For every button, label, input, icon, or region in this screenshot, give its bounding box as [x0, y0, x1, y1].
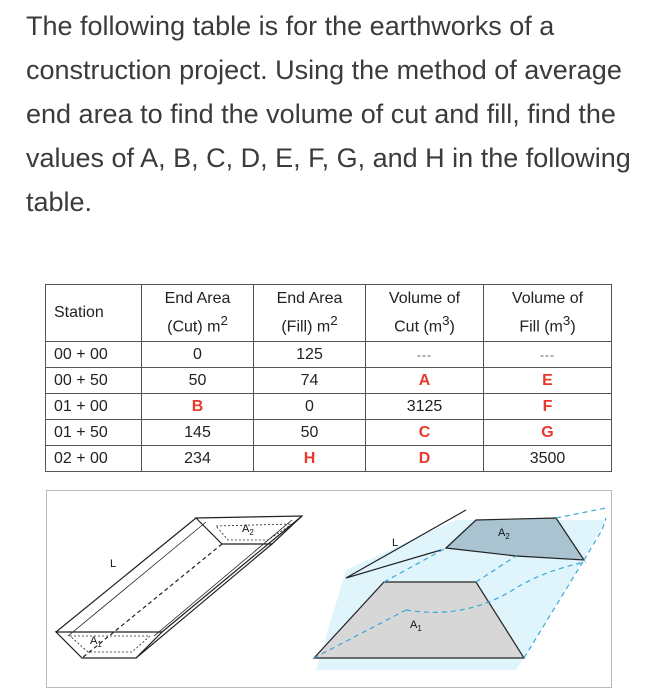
- header-volume-fill-sup: 3: [562, 312, 571, 328]
- header-cut-area: [142, 285, 254, 342]
- earthwork-figure: [46, 490, 612, 688]
- header-fill-area-line1: End Area: [276, 289, 343, 307]
- right-a2-letter: A: [498, 527, 506, 539]
- cell-volume-fill: E: [484, 368, 612, 394]
- cell-station: 02 + 00: [46, 446, 142, 472]
- cell-fill-area: 50: [254, 420, 366, 446]
- cell-volume-fill: ---: [484, 342, 612, 368]
- header-fill-area: [254, 285, 366, 342]
- cell-volume-fill: 3500: [484, 446, 612, 472]
- header-volume-fill: [484, 285, 612, 342]
- header-cut-area-line2: (Cut) m: [167, 318, 221, 336]
- right-length-label: L: [392, 537, 399, 549]
- cell-fill-area: 74: [254, 368, 366, 394]
- header-volume-cut: [366, 285, 484, 342]
- header-volume-cut-line2: Cut (m: [394, 318, 443, 336]
- left-a1-sub: 1: [97, 640, 102, 649]
- header-volume-fill-line1: Volume of: [511, 289, 584, 307]
- cell-volume-cut: C: [366, 420, 484, 446]
- table-row: [46, 446, 612, 472]
- cell-volume-fill: F: [484, 394, 612, 420]
- cell-station: 00 + 50: [46, 368, 142, 394]
- header-fill-area-sup: 2: [330, 312, 338, 328]
- right-a1-sub: 1: [417, 624, 422, 633]
- cell-station: 01 + 50: [46, 420, 142, 446]
- right-a2-sub: 2: [505, 532, 510, 541]
- table-row: [46, 420, 612, 446]
- cell-cut-area: 0: [142, 342, 254, 368]
- left-length-label: L: [110, 558, 117, 570]
- header-fill-area-line2: (Fill) m: [281, 318, 331, 336]
- embankment-drawing: [314, 508, 606, 670]
- table-row: [46, 368, 612, 394]
- cell-fill-area: 125: [254, 342, 366, 368]
- left-a2-sub: 2: [249, 528, 254, 537]
- cell-volume-cut: 3125: [366, 394, 484, 420]
- right-a1-letter: A: [410, 619, 418, 631]
- cell-volume-cut: D: [366, 446, 484, 472]
- cell-volume-cut: A: [366, 368, 484, 394]
- earthwork-table: [45, 284, 612, 472]
- header-station: Station: [46, 285, 142, 342]
- header-volume-fill-close: ): [570, 318, 576, 336]
- cell-volume-cut: ---: [366, 342, 484, 368]
- cell-cut-area: 145: [142, 420, 254, 446]
- cell-station: 00 + 00: [46, 342, 142, 368]
- header-cut-area-line1: End Area: [164, 289, 231, 307]
- left-a1-label: [90, 635, 102, 649]
- table-header-row: [46, 285, 612, 342]
- cell-cut-area: 234: [142, 446, 254, 472]
- header-volume-fill-line2: Fill (m: [519, 318, 563, 336]
- header-volume-cut-close: ): [449, 318, 455, 336]
- header-cut-area-sup: 2: [220, 312, 228, 328]
- left-a2-letter: A: [242, 523, 250, 535]
- table-row: [46, 394, 612, 420]
- table-row: [46, 342, 612, 368]
- question-text: The following table is for the earthworks of a construction project. Using the method of average end area to find the volume of cut and fill, find the values of A, B, C, D, E, F, G, and H in the following table.: [26, 11, 631, 217]
- cell-fill-area: H: [254, 446, 366, 472]
- header-volume-cut-sup: 3: [442, 312, 450, 328]
- cell-cut-area: 50: [142, 368, 254, 394]
- cell-cut-area: B: [142, 394, 254, 420]
- left-a1-letter: A: [90, 635, 98, 647]
- cell-volume-fill: G: [484, 420, 612, 446]
- cell-station: 01 + 00: [46, 394, 142, 420]
- cell-fill-area: 0: [254, 394, 366, 420]
- header-volume-cut-line1: Volume of: [388, 289, 461, 307]
